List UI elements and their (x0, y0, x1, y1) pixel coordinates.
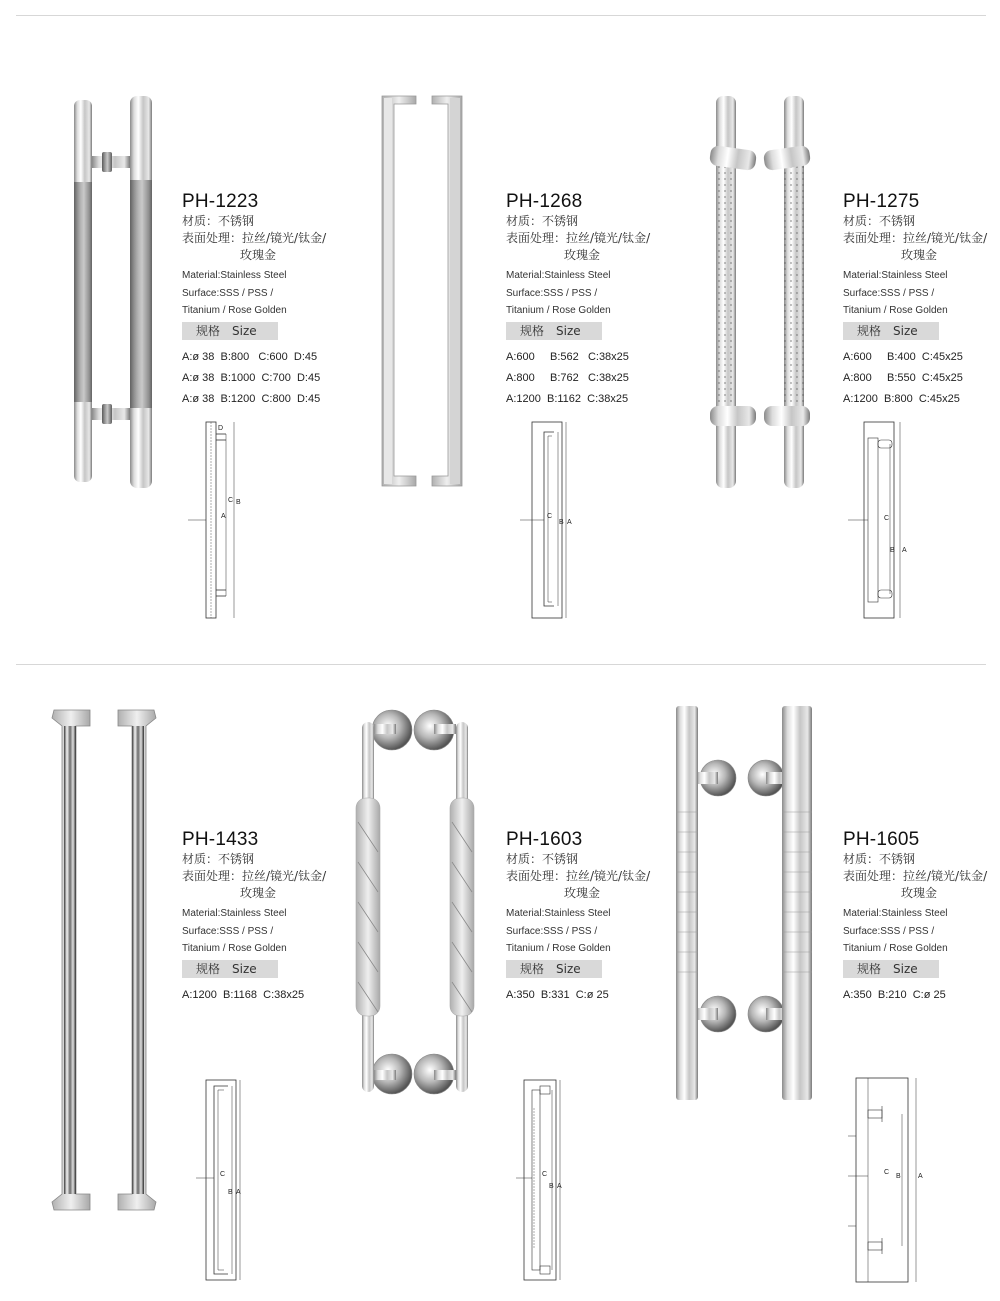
dimension-label: B (236, 499, 241, 506)
material-zh: 材质：不锈钢 (843, 214, 916, 228)
dimension-label: C (220, 1171, 226, 1178)
ph-1268-spec (506, 191, 706, 410)
size-row: A:350 B:210 C:ø 25 (843, 988, 946, 1001)
material-en: Material:Stainless Steel (506, 908, 611, 919)
size-row: A:600 B:562 C:38x25 (506, 350, 629, 363)
dimension-label: C (228, 497, 234, 504)
ph-1223-photo (68, 92, 160, 492)
size-row: A:800 B:550 C:45x25 (843, 371, 963, 384)
surface-zh-cont: 玫瑰金 (564, 248, 601, 262)
surface-zh: 表面处理：拉丝/镜光/钛金/ (182, 869, 327, 883)
surface-en-cont: Titanium / Rose Golden (506, 943, 611, 954)
surface-zh: 表面处理：拉丝/镜光/钛金/ (843, 869, 988, 883)
dimension-label: B (549, 1183, 554, 1190)
model-number: PH-1433 (182, 829, 259, 850)
surface-zh: 表面处理：拉丝/镜光/钛金/ (506, 869, 651, 883)
ph-1268-photo (376, 92, 468, 492)
surface-en: Surface:SSS / PSS / (506, 287, 598, 299)
material-zh: 材质：不锈钢 (182, 214, 255, 228)
dimension-label: A (902, 547, 907, 554)
ph-1223-spec (182, 191, 382, 410)
surface-en: Surface:SSS / PSS / (506, 925, 598, 937)
size-header: 规格 Size (506, 960, 602, 978)
model-number: PH-1603 (506, 829, 583, 850)
dimension-label: D (218, 425, 224, 432)
top-divider (16, 15, 986, 16)
size-row: A:350 B:331 C:ø 25 (506, 988, 609, 1001)
size-row: A:800 B:762 C:38x25 (506, 371, 629, 384)
size-header: 规格 Size (182, 322, 278, 340)
dimension-label: B (890, 547, 895, 554)
surface-en: Surface:SSS / PSS / (843, 925, 935, 937)
ph-1275-photo (704, 92, 828, 492)
model-number: PH-1275 (843, 191, 920, 212)
size-row: A:1200 B:1168 C:38x25 (182, 988, 305, 1001)
surface-zh: 表面处理：拉丝/镜光/钛金/ (843, 231, 988, 245)
dimension-label: A (918, 1173, 923, 1180)
surface-en: Surface:SSS / PSS / (182, 287, 274, 299)
dimension-label: C (542, 1171, 548, 1178)
surface-zh-cont: 玫瑰金 (240, 248, 277, 262)
surface-zh: 表面处理：拉丝/镜光/钛金/ (182, 231, 327, 245)
size-row: A:ø 38 B:1000 C:700 D:45 (182, 371, 321, 384)
size-row: A:600 B:400 C:45x25 (843, 350, 963, 363)
surface-en-cont: Titanium / Rose Golden (182, 943, 287, 954)
dimension-label: B (559, 519, 564, 526)
size-header: 规格 Size (843, 960, 939, 978)
surface-zh-cont: 玫瑰金 (901, 886, 938, 900)
surface-en-cont: Titanium / Rose Golden (182, 305, 287, 316)
dimension-label: A (567, 519, 572, 526)
ph-1223-drawing (186, 420, 252, 620)
ph-1603-photo (354, 702, 484, 1102)
material-en: Material:Stainless Steel (182, 908, 287, 919)
material-en: Material:Stainless Steel (843, 270, 948, 281)
size-row: A:1200 B:1162 C:38x25 (506, 392, 629, 405)
material-zh: 材质：不锈钢 (506, 852, 579, 866)
middle-divider (16, 664, 986, 665)
ph-1605-photo (670, 702, 820, 1104)
ph-1433-drawing (194, 1078, 254, 1282)
surface-zh-cont: 玫瑰金 (564, 886, 601, 900)
ph-1433-spec (182, 829, 382, 1006)
model-number: PH-1223 (182, 191, 259, 212)
surface-zh-cont: 玫瑰金 (240, 886, 277, 900)
ph-1605-spec (843, 829, 1000, 1006)
dimension-label: A (236, 1189, 241, 1196)
ph-1605-drawing (846, 1076, 926, 1286)
ph-1268-drawing (518, 420, 584, 620)
material-zh: 材质：不锈钢 (843, 852, 916, 866)
ph-1433-photo (48, 704, 160, 1216)
size-header: 规格 Size (843, 322, 939, 340)
surface-zh: 表面处理：拉丝/镜光/钛金/ (506, 231, 651, 245)
dimension-label: C (884, 515, 890, 522)
material-en: Material:Stainless Steel (506, 270, 611, 281)
dimension-label: B (228, 1189, 233, 1196)
material-en: Material:Stainless Steel (182, 270, 287, 281)
ph-1275-drawing (846, 420, 916, 620)
dimension-label: A (557, 1183, 562, 1190)
material-en: Material:Stainless Steel (843, 908, 948, 919)
surface-en-cont: Titanium / Rose Golden (843, 305, 948, 316)
size-header: 规格 Size (182, 960, 278, 978)
size-row: A:1200 B:800 C:45x25 (843, 392, 960, 405)
surface-en: Surface:SSS / PSS / (843, 287, 935, 299)
size-row: A:ø 38 B:800 C:600 D:45 (182, 350, 318, 363)
dimension-label: B (896, 1173, 901, 1180)
surface-en-cont: Titanium / Rose Golden (843, 943, 948, 954)
material-zh: 材质：不锈钢 (506, 214, 579, 228)
ph-1603-drawing (514, 1078, 574, 1282)
model-number: PH-1605 (843, 829, 920, 850)
model-number: PH-1268 (506, 191, 583, 212)
dimension-label: A (221, 513, 226, 520)
ph-1275-spec (843, 191, 1000, 410)
dimension-label: C (547, 513, 553, 520)
dimension-label: C (884, 1169, 890, 1176)
surface-en: Surface:SSS / PSS / (182, 925, 274, 937)
surface-en-cont: Titanium / Rose Golden (506, 305, 611, 316)
size-header: 规格 Size (506, 322, 602, 340)
material-zh: 材质：不锈钢 (182, 852, 255, 866)
size-row: A:ø 38 B:1200 C:800 D:45 (182, 392, 321, 405)
surface-zh-cont: 玫瑰金 (901, 248, 938, 262)
